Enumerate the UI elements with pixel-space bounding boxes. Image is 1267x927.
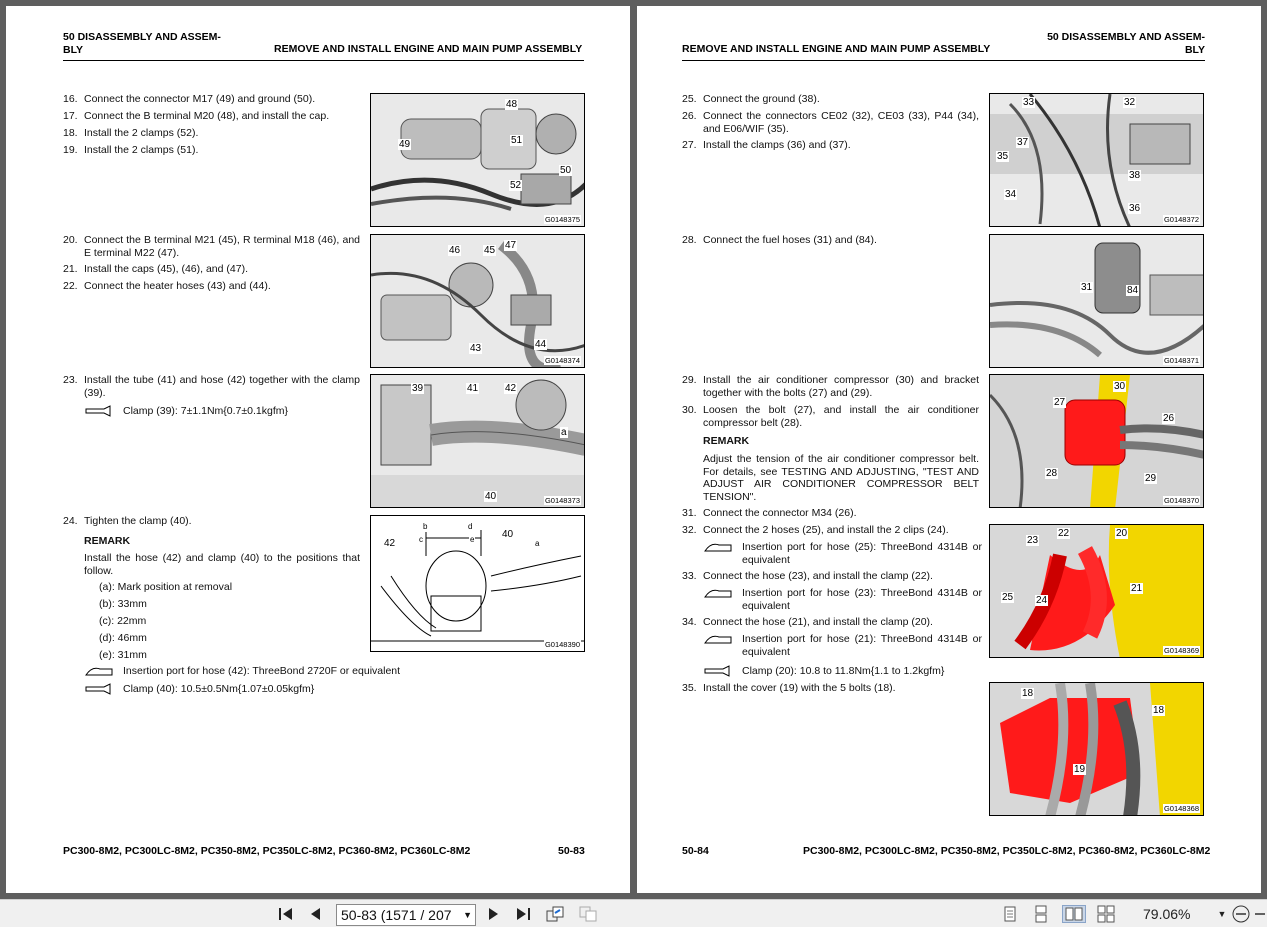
position-a: (a): Mark position at removal [99, 581, 233, 593]
pdf-page-left: 50 DISASSEMBLY AND ASSEM- BLY REMOVE AND INSTALL ENGINE AND MAIN PUMP ASSEMBLY 16. Connect the connector M17 (49) and ground (50). 17. Connect the B terminal M20 (48), and install the cap. 18. Install the 2 clamps (52). 19. Install the 2 clamps (51). 48 49 51 52 50 G0148375 20. Connect the B terminal M21 (45), R terminal M18 (46), and E terminal M22 (47). 21. Install the caps (45), (46), and (47). 22. Connect the heater hoses (43) and (44). 46 45 47 43 44 G0148374 23. Install the tube (41) and hose (42) together with the clamp (39). Clamp (39): 7±1.1Nm{0.7±0.1kgfm} 39 41 42 a 40 G0148373 24. Tighten the clamp (40). REMARK Install the hose (42) and clamp (40) to the positions that follow. (a): Mark position at removal (b): 33mm (c): 22mm (d): 46mm (e): 31mm Insertion port for hose (42): ThreeBond 2720F or equivalent Clamp (40): 10.5±0.5Nm{1.07±0.05kgfm} 42 40 b c d e a G0148390 PC300-8M2, PC300LC-8M2, PC350-8M2, PC350LC-8M2, PC360-8M2, PC360LC-8M2 50-83 [6, 6, 630, 893]
zoom-level[interactable]: 79.06% [1143, 906, 1191, 922]
sealant-icon [703, 541, 733, 553]
sealant-icon [703, 633, 733, 645]
previous-page-icon[interactable] [306, 905, 326, 923]
torque-wrench-icon [84, 405, 114, 417]
footer-models: PC300-8M2, PC300LC-8M2, PC350-8M2, PC350LC-8M2, PC360-8M2, PC360LC-8M2 [63, 845, 471, 857]
figure-ac-compressor: 30 27 26 28 29 G0148370 [989, 374, 1204, 508]
remark-text: Install the hose (42) and clamp (40) to the positions that follow. [84, 552, 360, 577]
go-forward-view-icon[interactable] [578, 905, 600, 923]
single-page-view-icon[interactable] [1001, 905, 1019, 923]
page-number-field[interactable] [336, 904, 476, 926]
zoom-dropdown-arrow-icon[interactable]: ▼ [1217, 909, 1227, 919]
figure-hose-position-drawing: 42 40 b c d e a G0148390 [370, 515, 585, 652]
torque-wrench-icon [703, 665, 733, 677]
footer-page-number: 50-83 [558, 845, 585, 857]
footer-page-number: 50-84 [682, 845, 709, 857]
position-c: (c): 22mm [99, 615, 147, 627]
figure-engine-wiring-2: 46 45 47 43 44 G0148374 [370, 234, 585, 368]
header-title: REMOVE AND INSTALL ENGINE AND MAIN PUMP ASSEMBLY [274, 43, 583, 55]
continuous-view-icon[interactable] [1032, 905, 1050, 923]
position-d: (d): 46mm [99, 632, 147, 644]
header-title: REMOVE AND INSTALL ENGINE AND MAIN PUMP ASSEMBLY [682, 43, 991, 55]
figure-tube-clamp: 39 41 42 a 40 G0148373 [370, 374, 585, 508]
zoom-out-icon[interactable] [1231, 905, 1251, 923]
pdf-viewer-toolbar [0, 899, 1267, 927]
sealant-icon [703, 587, 733, 599]
header-section: 50 DISASSEMBLY AND ASSEM- BLY [63, 31, 221, 56]
two-page-view-icon[interactable] [1062, 905, 1086, 923]
next-page-icon[interactable] [483, 905, 503, 923]
dropdown-arrow-icon[interactable]: ▼ [463, 910, 472, 920]
header-rule [682, 60, 1205, 61]
position-e: (e): 31mm [99, 649, 147, 661]
header-section: 50 DISASSEMBLY AND ASSEM- BLY [1047, 31, 1205, 56]
figure-connectors: 33 32 37 35 38 34 36 G0148372 [989, 93, 1204, 227]
first-page-icon[interactable] [276, 905, 296, 923]
remark-label: REMARK [84, 535, 131, 547]
figure-red-hoses: 22 20 23 21 25 24 G0148369 [989, 524, 1204, 658]
position-b: (b): 33mm [99, 598, 147, 610]
figure-cover-bolts: 18 18 19 G0148368 [989, 682, 1204, 816]
pdf-page-right: REMOVE AND INSTALL ENGINE AND MAIN PUMP ASSEMBLY 50 DISASSEMBLY AND ASSEM- BLY 25. Connect the ground (38). 26. Connect the connectors CE02 (32), CE03 (33), P44 (34), and E06/WIF (35). 27. Install the clamps (36) and (37). 33 32 37 35 38 34 36 G0148372 28. Connect the fuel hoses (31) and (84). 31 84 G0148371 29. Install the air conditioner compressor (30) and bracket together with the bolts (27) and (29). 30. Loosen the bolt (27), and install the air conditioner compressor belt (28). REMARK Adjust the tension of the air conditioner compressor belt. For details, see TESTING AND ADJUSTING, "TEST AND ADJUST AIR CONDITIONER COMPRESSOR BELT TENSION". 31. Connect the connector M34 (26). 32. Connect the 2 hoses (25), and install the 2 clips (24). Insertion port for hose (25): ThreeBond 4314B or equivalent 33. Connect the hose (23), and install the clamp (22). Insertion port for hose (23): ThreeBond 4314B or equivalent 34. Connect the hose (21), and install the clamp (20). Insertion port for hose (21): ThreeBond 4314B or equivalent Clamp (20): 10.8 to 11.8Nm{1.1 to 1.2kgfm} 35. Install the cover (19) with the 5 bolts (18). 30 27 26 28 29 G0148370 22 20 23 21 25 24 G0148369 18 18 19 G0148368 50-84 PC300-8M2, PC300LC-8M2, PC350-8M2, PC350LC-8M2, PC360-8M2, PC360LC-8M2 [637, 6, 1261, 893]
zoom-in-icon[interactable] [1253, 905, 1267, 923]
last-page-icon[interactable] [513, 905, 533, 923]
page-number-value: 50-83 (1571 / 207 [341, 907, 452, 923]
sealant-icon [84, 665, 114, 677]
figure-engine-wiring-1: 48 49 51 52 50 G0148375 [370, 93, 585, 227]
torque-wrench-icon [84, 683, 114, 695]
remark-text: Adjust the tension of the air conditioner compressor belt. For details, see TESTING AND ADJUSTING, "TEST AND ADJUST AIR CONDITIONER COMPRESSOR BELT TENSION". [703, 453, 979, 503]
go-back-view-icon[interactable] [545, 905, 567, 923]
two-page-continuous-view-icon[interactable] [1096, 905, 1116, 923]
figure-fuel-hoses: 31 84 G0148371 [989, 234, 1204, 368]
footer-models: PC300-8M2, PC300LC-8M2, PC350-8M2, PC350LC-8M2, PC360-8M2, PC360LC-8M2 [803, 845, 1211, 857]
remark-label: REMARK [703, 435, 750, 447]
header-rule [63, 60, 584, 61]
